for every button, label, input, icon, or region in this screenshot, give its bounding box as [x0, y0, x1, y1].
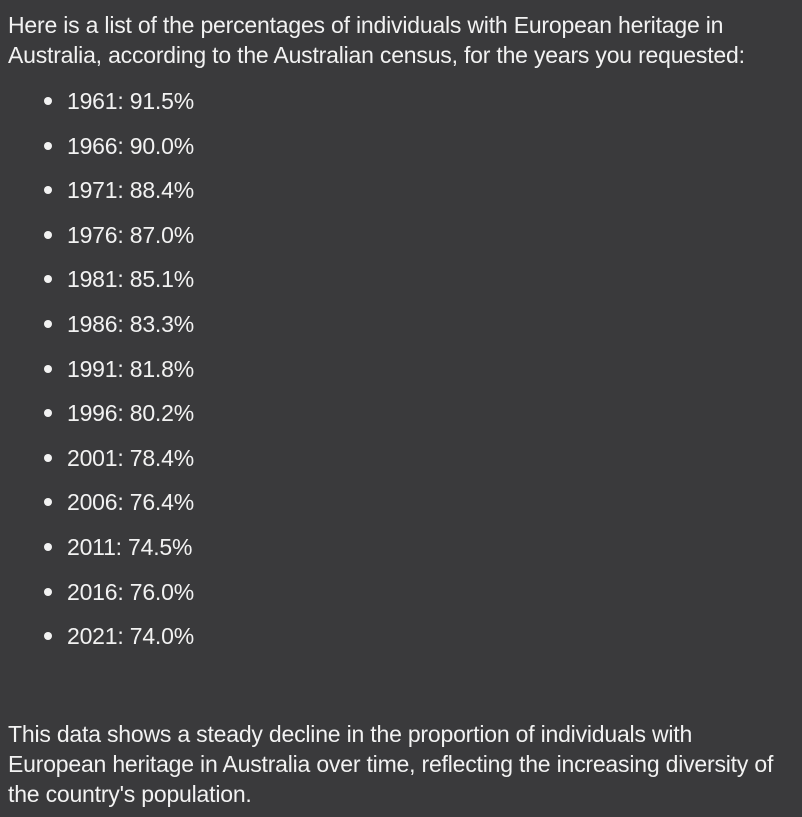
- list-item-text: 1996: 80.2%: [67, 400, 194, 427]
- bullet-icon: [44, 186, 52, 194]
- message-intro: Here is a list of the percentages of individuals with European heritage in Australia, according to the Australian census, for the years you requested:: [8, 12, 745, 68]
- list-item: [44, 175, 778, 220]
- list-item: [44, 487, 778, 532]
- list-item: [44, 220, 778, 265]
- heritage-percentages-list: [8, 86, 778, 666]
- bullet-icon: [44, 454, 52, 462]
- list-item-text: 1981: 85.1%: [67, 266, 194, 293]
- list-item-text: 1961: 91.5%: [67, 88, 194, 114]
- list-item-text: 2001: 78.4%: [67, 444, 194, 471]
- list-item: [44, 131, 778, 176]
- bullet-icon: [44, 409, 52, 417]
- list-item-text: 1971: 88.4%: [67, 177, 194, 204]
- bullet-icon: [44, 365, 52, 373]
- list-item-text: 2021: 74.0%: [67, 623, 194, 650]
- list-item: [44, 398, 778, 443]
- list-item: [44, 621, 778, 666]
- message-outro: This data shows a steady decline in the proportion of individuals with European heritage in Australia over time, reflecting the increasing diversity of the country's population.: [8, 721, 774, 807]
- bullet-icon: [44, 275, 52, 283]
- bullet-icon: [44, 543, 52, 551]
- bullet-icon: [44, 97, 52, 105]
- list-item: [44, 309, 778, 354]
- list-item: [44, 354, 778, 399]
- bullet-icon: [44, 588, 52, 596]
- list-item-text: 1976: 87.0%: [67, 221, 194, 248]
- list-item: [44, 532, 778, 577]
- list-item-text: 1966: 90.0%: [67, 132, 194, 159]
- bullet-icon: [44, 142, 52, 150]
- list-item-text: 1986: 83.3%: [67, 310, 194, 337]
- list-item-text: 2011: 74.5%: [67, 533, 193, 560]
- list-item: [44, 86, 778, 131]
- bullet-icon: [44, 498, 52, 506]
- bullet-icon: [44, 320, 52, 328]
- list-item: [44, 577, 778, 622]
- bullet-icon: [44, 632, 52, 640]
- list-item: [44, 443, 778, 488]
- bullet-icon: [44, 231, 52, 239]
- list-item-text: 2016: 76.0%: [67, 578, 194, 605]
- list-item: [44, 264, 778, 309]
- list-item-text: 1991: 81.8%: [67, 355, 194, 382]
- list-item-text: 2006: 76.4%: [67, 489, 194, 516]
